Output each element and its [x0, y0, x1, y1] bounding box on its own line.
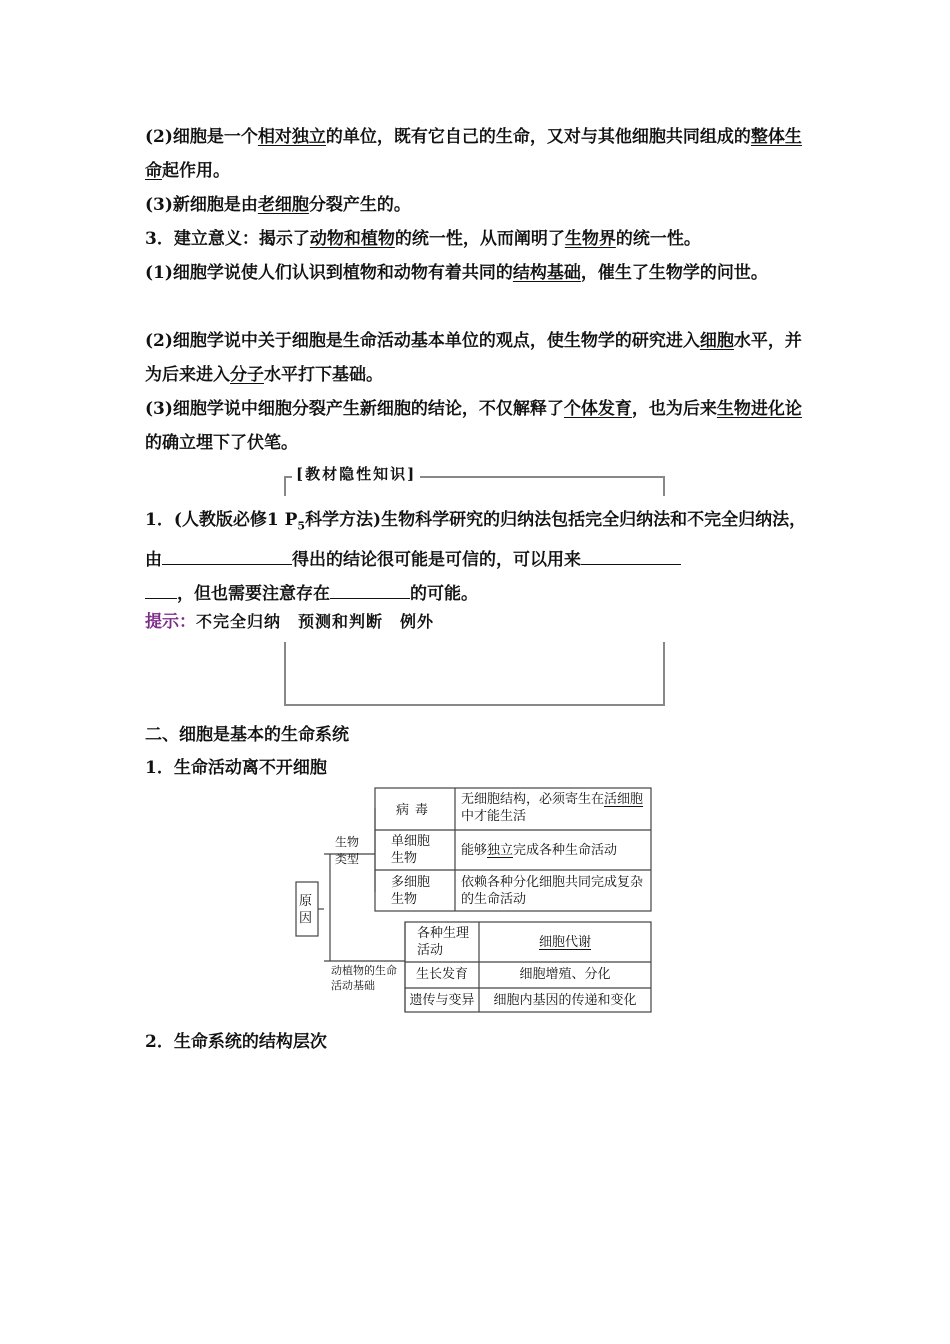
text: 的统一性。 — [615, 229, 701, 249]
underlined-term: 整体生命 — [145, 127, 802, 181]
cell-virus: 病毒 — [395, 803, 434, 818]
cell-virus-desc — [461, 791, 647, 825]
blank-1[interactable] — [162, 544, 292, 565]
text: 得出的结论很可能是可信的，可以用来 — [292, 550, 581, 571]
blank-2a[interactable] — [581, 544, 681, 565]
meaning-3 — [145, 392, 810, 460]
box-question — [145, 503, 810, 611]
text: 能够 — [461, 843, 488, 858]
text: ，催生了生物学的问世。 — [580, 263, 768, 283]
text: 无细胞结构，必须寄生在 — [461, 792, 605, 807]
underlined-term: 个体发育 — [563, 399, 632, 419]
text: 的单位，既有它自己的生命，又对与其他细胞共同组成的 — [325, 127, 751, 147]
hint-label: 提示： — [145, 612, 196, 632]
question-source: 科学方法) — [305, 510, 382, 530]
underlined-term: 动物和植物 — [309, 229, 395, 249]
meaning-2 — [145, 324, 810, 392]
text: (2)细胞学说中关于细胞是生命活动基本单位的观点，使生物学的研究进入 — [145, 331, 700, 351]
paragraph-3 — [145, 188, 810, 222]
cell-metabolism — [479, 934, 651, 951]
text: (2)细胞是一个 — [145, 127, 258, 147]
text: 的统一性，从而阐明了 — [394, 229, 565, 249]
meaning-1 — [145, 256, 810, 290]
section-3-meaning — [145, 222, 810, 256]
concept-diagram — [295, 786, 655, 1016]
cell-growth: 生长发育 — [415, 967, 468, 982]
text: 生物科学研究的归纳法包括完全归纳法和不完全归纳法，由 — [145, 510, 807, 571]
branch-organism-type: 生物类型 — [335, 835, 360, 866]
text: 分裂产生的。 — [308, 195, 411, 215]
cell-multicellular: 多细胞生物 — [391, 875, 431, 907]
text: 水平，并为后来进入 — [145, 331, 802, 385]
branch-life-activity-basis: 动植物的生命活动基础 — [331, 964, 397, 992]
diagram-root: 原 因 — [299, 894, 313, 926]
text: 中才能生活 — [461, 809, 527, 824]
cell-unicellular-desc — [461, 842, 647, 859]
text: ，但也需要注意存在 — [177, 584, 330, 605]
box-label: [教材隐性知识] — [292, 463, 420, 484]
text: ，也为后来 — [631, 399, 717, 419]
text: 起作用。 — [162, 161, 230, 181]
subsection-2-title: 2．生命系统的结构层次 — [145, 1032, 327, 1052]
text: 水平打下基础。 — [264, 365, 383, 385]
underlined-term: 相对独立 — [257, 127, 326, 147]
underlined-term: 细胞 — [699, 331, 734, 351]
hint-text: 不完全归纳 预测和判断 例外 — [196, 612, 435, 631]
hint-line — [145, 605, 810, 639]
text: 完成各种生命活动 — [513, 843, 618, 858]
box-frame-bottom — [284, 642, 665, 706]
metabolism-text: 细胞代谢 — [538, 935, 591, 950]
text: 3．建立意义：揭示了 — [145, 229, 310, 249]
cell-unicellular: 单细胞生物 — [391, 834, 431, 866]
cell-heredity: 遗传与变异 — [409, 993, 475, 1008]
cell-physiological-activity: 各种生理活动 — [417, 926, 470, 958]
paragraph-2 — [145, 120, 810, 188]
underlined-term: 生物进化论 — [716, 399, 802, 419]
text: 的可能。 — [410, 584, 478, 605]
underlined-term: 结构基础 — [512, 263, 581, 283]
subscript: 5 — [297, 519, 306, 533]
blank-2b[interactable] — [145, 578, 177, 599]
blank-3[interactable] — [330, 578, 410, 599]
text: (1)细胞学说使人们认识到植物和动物有着共同的 — [145, 263, 513, 283]
question-number: 1．(人教版必修1 P — [145, 510, 298, 530]
underlined-term: 分子 — [230, 365, 264, 385]
text: (3)新细胞是由 — [145, 195, 258, 215]
underlined-term: 活细胞 — [604, 792, 644, 807]
box-label-text: 教材隐性知识 — [305, 465, 408, 483]
cell-gene-transfer: 细胞内基因的传递和变化 — [493, 993, 637, 1008]
section-2-title: 二、细胞是基本的生命系统 — [145, 725, 349, 745]
cell-multicellular-desc: 依赖各种分化细胞共同完成复杂的生命活动 — [461, 875, 644, 907]
text: (3)细胞学说中细胞分裂产生新细胞的结论，不仅解释了 — [145, 399, 564, 419]
text: 的确立埋下了伏笔。 — [145, 433, 298, 453]
underlined-term: 老细胞 — [257, 195, 309, 215]
subsection-1-title: 1．生命活动离不开细胞 — [145, 758, 327, 778]
cell-proliferation: 细胞增殖、分化 — [519, 967, 611, 982]
underlined-term: 独立 — [487, 843, 514, 858]
underlined-term: 生物界 — [564, 229, 616, 249]
